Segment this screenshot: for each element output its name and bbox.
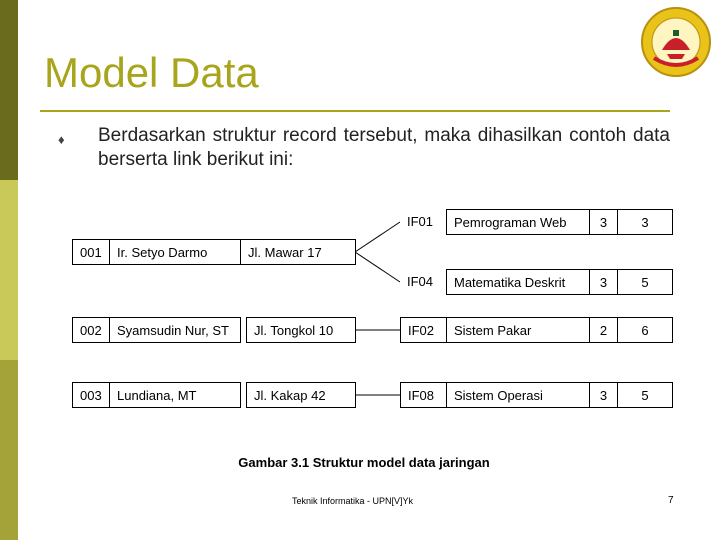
owner-003-id: 003	[72, 382, 110, 408]
slide-title: Model Data	[44, 49, 259, 96]
owner-003-name: Lundiana, MT	[109, 382, 241, 408]
owner-003-address: Jl. Kakap 42	[246, 382, 356, 408]
page-number: 7	[668, 495, 674, 506]
owner-001-address: Jl. Mawar 17	[240, 239, 356, 265]
member-if01-sks: 3	[589, 209, 618, 235]
member-if02-sks: 2	[589, 317, 618, 343]
footer-text: Teknik Informatika - UPN[V]Yk	[292, 496, 414, 506]
member-if02-smt: 6	[617, 317, 673, 343]
sidebar-block-bottom	[0, 360, 18, 540]
member-if01-name: Pemrograman Web	[446, 209, 590, 235]
owner-002-address: Jl. Tongkol 10	[246, 317, 356, 343]
member-if02-code: IF02	[400, 317, 447, 343]
member-if01-smt: 3	[617, 209, 673, 235]
sidebar-block-middle	[0, 180, 18, 360]
bullet-text: Berdasarkan struktur record tersebut, maka dihasilkan contoh data berserta link berikut ini:	[98, 125, 670, 170]
member-if01-code: IF01	[400, 209, 446, 235]
member-if08-code: IF08	[400, 382, 447, 408]
sidebar-block-top	[0, 0, 18, 180]
member-if04-smt: 5	[617, 269, 673, 295]
member-if04-name: Matematika Deskrit	[446, 269, 590, 295]
title-underline	[40, 110, 670, 112]
owner-001-id: 001	[72, 239, 110, 265]
owner-002-name: Syamsudin Nur, ST	[109, 317, 241, 343]
member-if08-sks: 3	[589, 382, 618, 408]
member-if04-sks: 3	[589, 269, 618, 295]
owner-001-name: Ir. Setyo Darmo	[109, 239, 241, 265]
owner-002-id: 002	[72, 317, 110, 343]
university-logo	[640, 6, 712, 78]
member-if08-smt: 5	[617, 382, 673, 408]
link-owner001-if04	[355, 252, 400, 282]
link-owner001-if01	[355, 222, 400, 252]
member-if04-code: IF04	[400, 269, 446, 295]
member-if08-name: Sistem Operasi	[446, 382, 590, 408]
bullet-diamond-icon: ♦	[58, 132, 65, 147]
member-if02-name: Sistem Pakar	[446, 317, 590, 343]
figure-caption: Gambar 3.1 Struktur model data jaringan	[238, 455, 490, 470]
